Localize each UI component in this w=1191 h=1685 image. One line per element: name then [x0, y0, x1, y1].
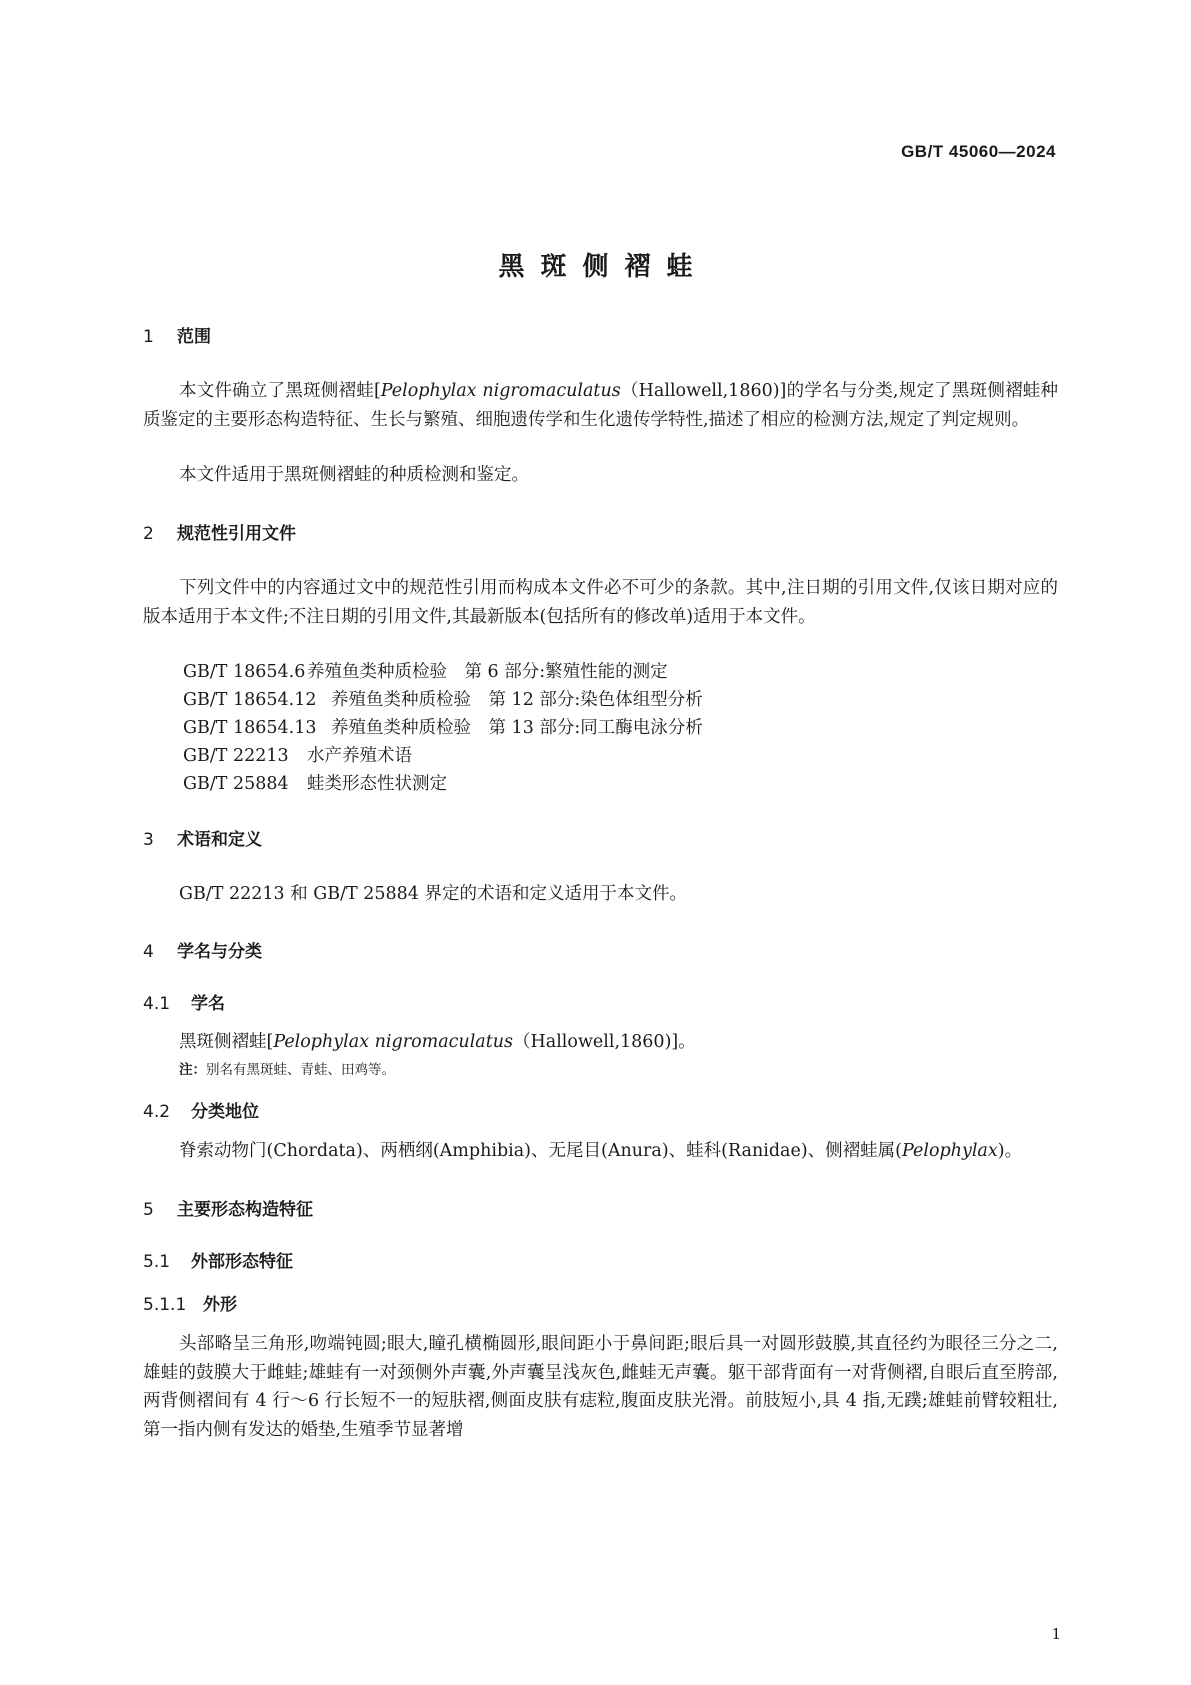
- section-1-paragraph-1: [143, 377, 1058, 434]
- section-number: 2: [143, 524, 154, 544]
- reference-title: 养殖鱼类种质检验 第 13 部分:同工酶电泳分析: [331, 718, 703, 738]
- section-5-heading: [143, 1195, 313, 1220]
- reference-code: GB/T 18654.6: [183, 662, 306, 682]
- scientific-name: Pelophylax: [902, 1141, 998, 1161]
- section-title: 分类地位: [191, 1102, 259, 1122]
- section-number: 4: [143, 942, 154, 962]
- reference-title: 水产养殖术语: [307, 746, 412, 766]
- reference-code: GB/T 22213: [183, 746, 289, 766]
- section-5-1-1-heading: [143, 1290, 237, 1315]
- standard-number: GB/T 45060—2024: [901, 142, 1056, 161]
- text-run: 脊索动物门(Chordata)、两栖纲(Amphibia)、无尾目(Anura)、蛙科(Ranidae)、侧褶蛙属(: [179, 1141, 902, 1161]
- section-4-2-paragraph: [143, 1137, 1058, 1166]
- text-run: （Hallowell,1860)]。: [513, 1032, 696, 1052]
- section-3-paragraph-1: GB/T 22213 和 GB/T 25884 界定的术语和定义适用于本文件。: [179, 884, 687, 904]
- section-number: 3: [143, 830, 154, 850]
- section-number: 4.1: [143, 994, 171, 1014]
- note-label: 注：: [179, 1062, 206, 1078]
- scientific-name: Pelophylax nigromaculatus: [273, 1032, 514, 1052]
- section-title: 学名与分类: [177, 942, 262, 962]
- section-4-1-heading: [143, 989, 225, 1014]
- section-4-2-heading: [143, 1097, 259, 1122]
- reference-item: [183, 742, 412, 767]
- document-title: 黑斑侧褶蛙: [498, 252, 709, 282]
- reference-title: 养殖鱼类种质检验 第 12 部分:染色体组型分析: [331, 690, 703, 710]
- text-run: 黑斑侧褶蛙[: [179, 1032, 274, 1052]
- section-4-heading: [143, 937, 262, 962]
- section-2-heading: [143, 519, 296, 544]
- reference-item: [183, 714, 703, 739]
- reference-title: 养殖鱼类种质检验 第 6 部分:繁殖性能的测定: [307, 662, 668, 682]
- section-title: 外部形态特征: [191, 1252, 293, 1272]
- reference-code: GB/T 25884: [183, 774, 289, 794]
- section-4-1-paragraph: [143, 1028, 1058, 1057]
- reference-code: GB/T 18654.12: [183, 690, 317, 710]
- section-title: 外形: [203, 1295, 237, 1315]
- reference-item: [183, 686, 703, 711]
- reference-item: [183, 770, 447, 795]
- page-number: 1: [1051, 1625, 1061, 1643]
- reference-code: GB/T 18654.13: [183, 718, 317, 738]
- reference-title: 蛙类形态性状测定: [307, 774, 447, 794]
- section-1-heading: [143, 322, 211, 347]
- text-run: )。: [997, 1141, 1023, 1161]
- section-2-paragraph-1: 下列文件中的内容通过文中的规范性引用而构成本文件必不可少的条款。其中,注日期的引用文件,仅该日期对应的版本适用于本文件;不注日期的引用文件,其最新版本(包括所有的修改单)适用于本文件。: [143, 578, 1058, 627]
- section-number: 5.1: [143, 1252, 171, 1272]
- reference-item: [183, 658, 668, 683]
- section-title: 术语和定义: [177, 830, 262, 850]
- text-run: 本文件确立了黑斑侧褶蛙[: [179, 381, 381, 401]
- section-number: 1: [143, 327, 154, 347]
- section-number: 5: [143, 1200, 154, 1220]
- section-title: 学名: [191, 994, 225, 1014]
- section-1-paragraph-2: 本文件适用于黑斑侧褶蛙的种质检测和鉴定。: [179, 465, 529, 485]
- scientific-name: Pelophylax nigromaculatus: [380, 381, 621, 401]
- note: [179, 1058, 395, 1078]
- section-title: 主要形态构造特征: [177, 1200, 313, 1220]
- section-title: 范围: [177, 327, 211, 347]
- section-number: 4.2: [143, 1102, 171, 1122]
- note-text: 别名有黑斑蛙、青蛙、田鸡等。: [206, 1062, 395, 1078]
- text-run: （Hallowell,1860)]的学名与分类,规定了黑斑侧褶蛙种质鉴定的主要形态构造特征、生长与繁殖、细胞遗传学和生化遗传学特性,描述了相应的检测方法,规定了判定规则。: [143, 381, 1059, 430]
- section-5-1-heading: [143, 1247, 293, 1272]
- section-3-heading: [143, 825, 262, 850]
- section-number: 5.1.1: [143, 1295, 187, 1315]
- section-title: 规范性引用文件: [177, 524, 296, 544]
- section-5-1-1-paragraph: 头部略呈三角形,吻端钝圆;眼大,瞳孔横椭圆形,眼间距小于鼻间距;眼后具一对圆形鼓膜,其直径约为眼径三分之二,雄蛙的鼓膜大于雌蛙;雄蛙有一对颈侧外声囊,外声囊呈浅灰色,雌蛙无声囊。躯干部背面有一对背侧褶,自眼后直至胯部,两背侧褶间有 4 行～6 行长短不一的短肤褶,侧面皮肤有痣粒,腹面皮肤光滑。前肢短小,具 4 指,无蹼;雄蛙前臂较粗壮,第一指内侧有发达的婚垫,生殖季节显著增: [143, 1334, 1058, 1440]
